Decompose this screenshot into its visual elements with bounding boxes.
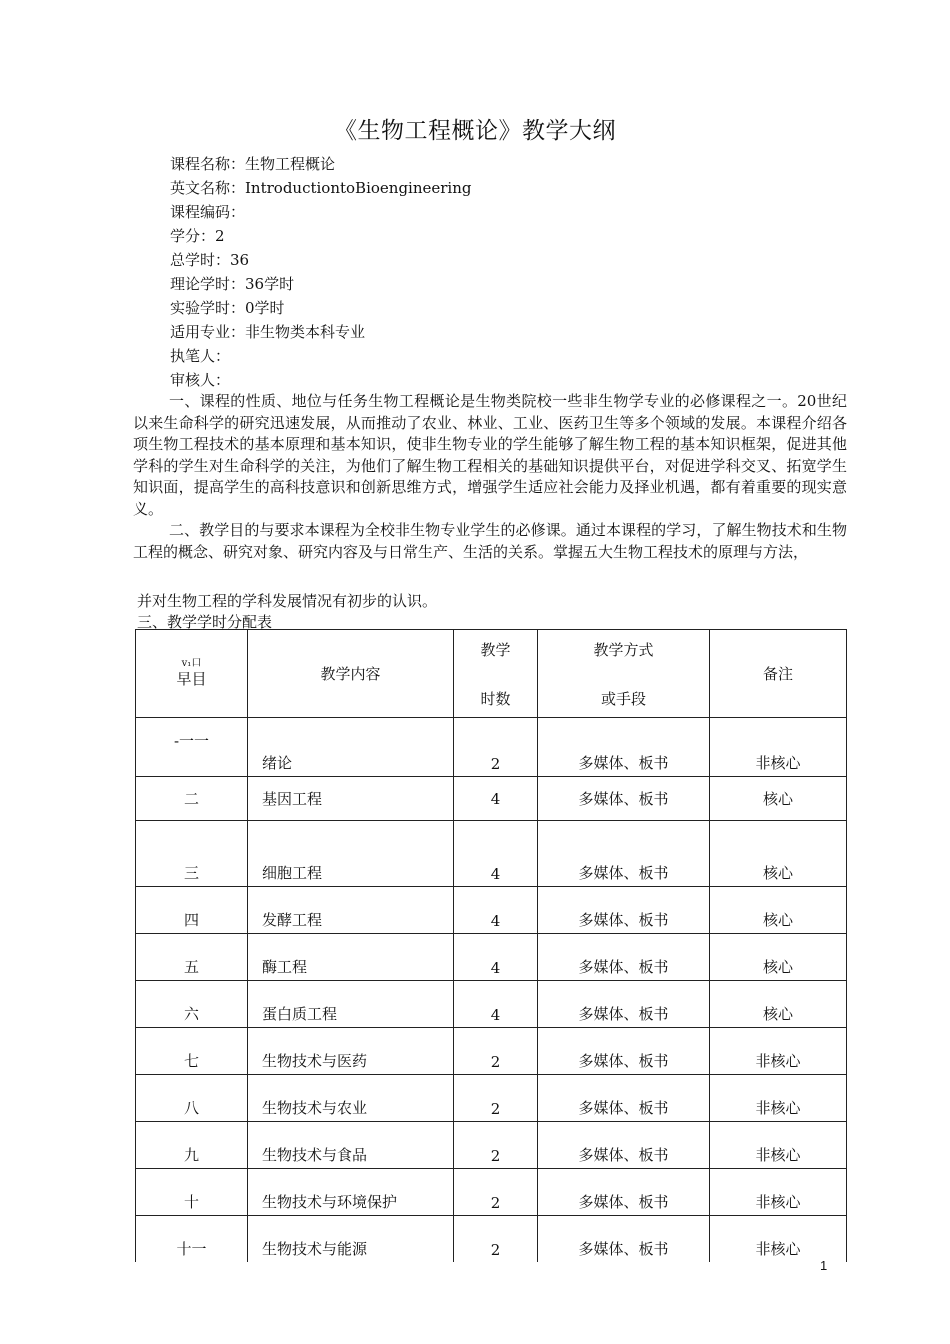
header-remark: 备注 [710,630,847,718]
header-method [538,630,710,718]
cell-chapter: 七 [136,1028,248,1075]
header-hours-top: 教学 [480,640,511,659]
table-row [136,934,847,981]
cell-content: 细胞工程 [248,821,454,887]
credits: 学分：2 [170,227,225,245]
author: 执笔人： [170,347,231,365]
course-name: 课程名称：生物工程概论 [170,155,336,173]
cell-remark: 非核心 [710,1122,847,1169]
cell-remark: 非核心 [710,1028,847,1075]
cell-remark: 非核心 [710,1169,847,1216]
cell-chapter: 四 [136,887,248,934]
header-chapter-bottom: 早目 [176,670,207,688]
section-nature-paragraph: 一、课程的性质、地位与任务生物工程概论是生物类院校一些非生物学专业的必修课程之一。20世纪以来生命科学的研究迅速发展，从而推动了农业、林业、工业、医药卫生等多个领域的发展。本课程介绍各项生物工程技术的基本原理和基本知识，使非生物专业的学生能够了解生物工程的基本知识框架，促进其他学科的学生对生命科学的关注，为他们了解生物工程相关的基础知识提供平台，对促进学科交叉、拓宽学生知识面，提高学生的高科技意识和创新思维方式，增强学生适应社会能力及择业机遇，都有着重要的现实意义。 [133,392,847,518]
cell-hours: 4 [454,887,538,934]
cell-content: 生物技术与医药 [248,1028,454,1075]
cell-hours: 4 [454,981,538,1028]
cell-chapter: 二 [136,777,248,821]
table-row [136,1169,847,1216]
lab-hours: 实验学时：0学时 [170,299,285,317]
table-row [136,1122,847,1169]
cell-chapter: 八 [136,1075,248,1122]
cell-content: 生物技术与农业 [248,1075,454,1122]
cell-hours: 4 [454,934,538,981]
cell-content: 发酵工程 [248,887,454,934]
cell-chapter: 五 [136,934,248,981]
cell-remark: 非核心 [710,1216,847,1263]
cell-content: 生物技术与环境保护 [248,1169,454,1216]
cell-method: 多媒体、板书 [538,934,710,981]
cell-remark: 核心 [710,777,847,821]
cell-hours: 2 [454,1122,538,1169]
table-row [136,981,847,1028]
cell-remark: 核心 [710,821,847,887]
cell-method: 多媒体、板书 [538,981,710,1028]
cell-remark: 核心 [710,981,847,1028]
table-header-row [136,630,847,718]
cell-method: 多媒体、板书 [538,1169,710,1216]
section-goals-paragraph: 二、教学目的与要求本课程为全校非生物专业学生的必修课。通过本课程的学习，了解生物技术和生物工程的概念、研究对象、研究内容及与日常生产、生活的关系。掌握五大生物工程技术的原理与方法， [133,521,847,561]
cell-method: 多媒体、板书 [538,1075,710,1122]
cell-content: 生物技术与能源 [248,1216,454,1263]
header-chapter [136,630,248,718]
header-chapter-top: v₁口 [181,658,202,669]
cell-hours: 2 [454,1028,538,1075]
header-method-top: 教学方式 [593,640,654,659]
hours-allocation-table [135,629,847,1262]
table-row [136,887,847,934]
cell-chapter: 十一 [136,1216,248,1263]
section-hours-heading: 三、教学学时分配表 [137,613,273,631]
cell-method: 多媒体、板书 [538,777,710,821]
cell-chapter: 三 [136,821,248,887]
table-row [136,821,847,887]
table-row [136,1028,847,1075]
cell-remark: 非核心 [710,1075,847,1122]
header-hours [454,630,538,718]
cell-chapter: -一一 [136,718,248,777]
cell-remark: 非核心 [710,718,847,777]
cell-hours: 4 [454,777,538,821]
total-hours: 总学时：36 [170,251,250,269]
cell-chapter: 九 [136,1122,248,1169]
cell-hours: 2 [454,718,538,777]
header-content: 教学内容 [248,630,454,718]
course-info [170,152,472,392]
applicable-major: 适用专业：非生物类本科专业 [170,323,366,341]
cell-remark: 核心 [710,887,847,934]
cell-chapter: 十 [136,1169,248,1216]
cell-content: 基因工程 [248,777,454,821]
cell-hours: 4 [454,821,538,887]
cell-chapter: 六 [136,981,248,1028]
cell-method: 多媒体、板书 [538,1122,710,1169]
section-goals-continuation: 并对生物工程的学科发展情况有初步的认识。 [137,592,438,610]
header-hours-bottom: 时数 [480,689,511,708]
cell-method: 多媒体、板书 [538,821,710,887]
document-title: 《生物工程概论》教学大纲 [334,118,616,144]
table-row [136,1216,847,1263]
english-name: 英文名称：IntroductiontoBioengineering [170,179,472,197]
cell-method: 多媒体、板书 [538,1028,710,1075]
cell-method: 多媒体、板书 [538,887,710,934]
cell-content: 绪论 [248,718,454,777]
table-row [136,777,847,821]
header-method-bottom: 或手段 [600,689,646,708]
cell-method: 多媒体、板书 [538,718,710,777]
cell-content: 酶工程 [248,934,454,981]
cell-hours: 2 [454,1216,538,1263]
theory-hours: 理论学时：36学时 [170,275,295,293]
cell-content: 蛋白质工程 [248,981,454,1028]
cell-remark: 核心 [710,934,847,981]
reviewer: 审核人： [170,371,231,389]
cell-hours: 2 [454,1169,538,1216]
table-row [136,718,847,777]
table-row [136,1075,847,1122]
cell-method: 多媒体、板书 [538,1216,710,1263]
course-code: 课程编码： [170,203,246,221]
cell-content: 生物技术与食品 [248,1122,454,1169]
page-number: 1 [820,1258,828,1273]
cell-hours: 2 [454,1075,538,1122]
